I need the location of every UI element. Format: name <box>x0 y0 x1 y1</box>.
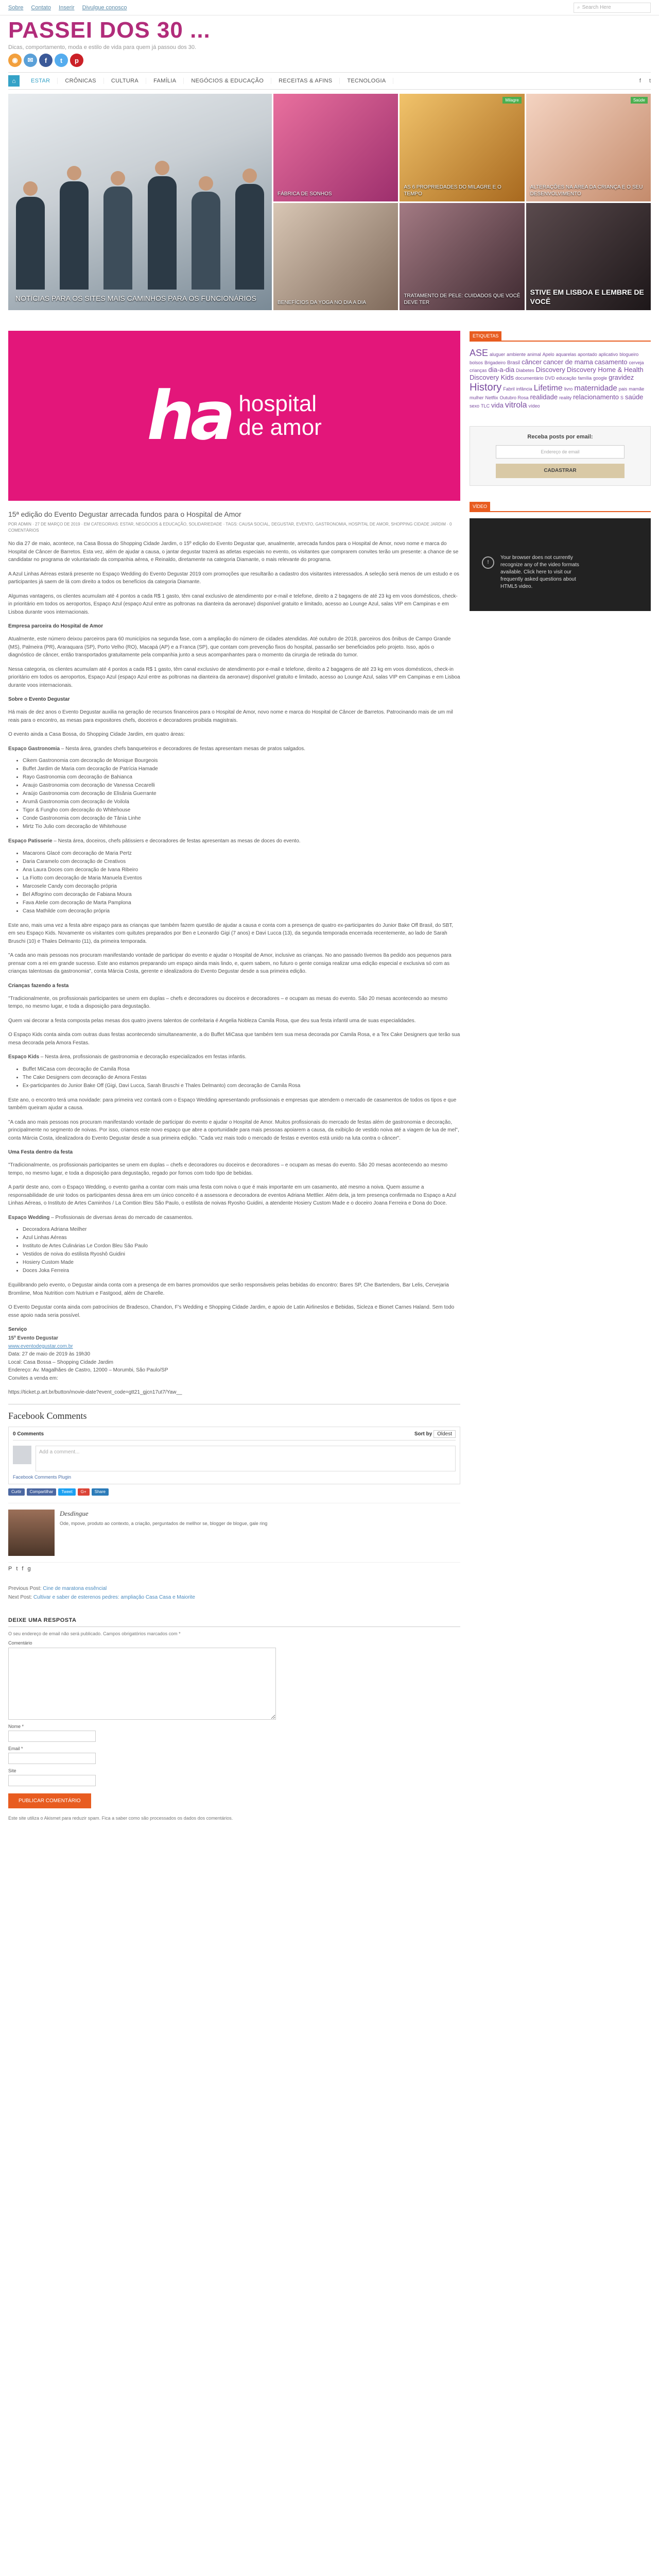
nav-item-cultura[interactable]: CULTURA <box>104 78 146 84</box>
twitter-icon[interactable]: t <box>55 54 68 67</box>
social-icons <box>8 54 651 67</box>
ticket-link[interactable]: https://ticket.p.art.br/button/movie-date?event_code=gtt21_gjcn17ut7/Yaw__ <box>8 1389 182 1395</box>
list-item: • Cikem Gastronomia com decoração de Monique Bourgeois <box>23 757 460 765</box>
top-bar <box>0 0 659 15</box>
tweet-button[interactable]: Tweet <box>58 1488 75 1496</box>
list-item: • Casa Mathilde com decoração própria <box>23 907 460 916</box>
tag-link[interactable]: dia-a-dia <box>488 365 515 374</box>
tag-link[interactable]: aluguer <box>490 352 506 357</box>
top-links <box>8 5 133 11</box>
list-item: • Marcosele Candy com decoração própria <box>23 883 460 891</box>
tag-link[interactable]: Diabetes <box>516 367 534 373</box>
featured-tile-caption: ALTERAÇÕES NA ÁREA DA CRIANÇA E O SEU DESENVOLVIMENTO <box>530 184 643 197</box>
tag-link[interactable]: mulher <box>470 395 484 400</box>
tag-link[interactable]: crianças <box>470 367 487 373</box>
tag-link[interactable]: reality <box>559 395 572 400</box>
post-paragraph <box>8 1214 460 1222</box>
site-tagline: Dicas, comportamento, moda e estilo de vida para quem já passou dos 30. <box>8 44 197 50</box>
email-label: Email * <box>8 1745 23 1751</box>
list-item: • Hosiery Custom Made <box>23 1259 460 1267</box>
featured-main-image <box>8 161 272 290</box>
tag-link[interactable]: Brigadeiro <box>484 360 506 365</box>
service-date: Data: 27 de maio de 2019 às 19h30 <box>8 1351 91 1357</box>
featured-posts <box>8 94 651 310</box>
content-area <box>8 331 651 1821</box>
main-nav <box>8 72 651 90</box>
section-heading: Empresa parceira do Hospital de Amor <box>8 623 103 629</box>
facebook-comments-title: Facebook Comments <box>8 1410 87 1421</box>
service-address: Endereço: Av. Magalhães de Castro, 12000 – Morumbi, São Paulo/SP <box>8 1367 168 1373</box>
hospital-logo-mark: ha <box>147 377 232 455</box>
list-item: • Tigor & Fungho com decoração do Whitehouse <box>23 806 460 815</box>
post-paragraph: Equilibrando pelo evento, o Degustar ainda conta com a presença de em barres promovidos que serão responsáveis pelas bebidas do encontro: Bares SP, Che Bartenders, Bar Lelis, Cervejaria Bromlime, Moa Nutrition com Nutrium e Fastgood, além de Charelle. <box>8 1282 449 1296</box>
featured-grid <box>273 94 651 310</box>
sidebar <box>470 331 651 1821</box>
post-paragraph: A Azul Linhas Aéreas estará presente no Espaço Wedding do Evento Degustar 2019 com promoções que resultarão a cadastro dos visitantes interessados. A seleção será menos de um estudo e os participantes já saem de lá com direito a todos os benefícios da categoria Diamante. <box>8 571 459 585</box>
post-paragraph <box>8 837 460 845</box>
post-paragraph: Atualmente, este número deixou parceiros para 60 municípios na segunda fase, com a ampliação do número de cidades atendidas. Até outubro de 2018, parceiros dos ônibus de Campo Grande (MS), Palmeira (PR), Araraquara (SP), Porto Velho (RO), Macapá (AP) e a Franca (SP), que contam com prevenção fixos do hospital, passarão ser beneficiados pelo projeto. Isso, após o diagnóstico de câncer, então transportados gratuitamente pela companhia junto a seus acompanhantes para o momento da cirurgia de retirada do tumor. <box>8 636 451 658</box>
tag-link[interactable]: educação <box>556 375 577 381</box>
space-title: Espaço Wedding <box>8 1214 50 1221</box>
list-kids <box>23 1065 460 1090</box>
post-paragraph <box>8 745 460 753</box>
top-link-sobre[interactable]: Sobre <box>8 4 24 11</box>
featured-tile[interactable] <box>273 94 398 201</box>
list-item: • Doces Joka Ferreira <box>23 1267 460 1275</box>
author-description: Ode, mpove, produto ao contexto, a criação, perguntados de mellhor se, blogger de blogue, gale ring <box>60 1520 268 1526</box>
featured-tile[interactable] <box>526 203 651 311</box>
list-item: • Rayo Gastronomia com decoração de Bahianca <box>23 773 460 782</box>
list-item: • La Fiotto com decoração de Maria Manuela Eventos <box>23 874 460 883</box>
post-paragraph: Quem vai decorar a festa composta pelas mesas dos quatro jovens talentos de confeitaria é Angelia Nobleza Camila Rosa, que deu sua festa infantil uma de suas especialidades. <box>8 1018 416 1024</box>
sort-select[interactable]: Oldest <box>433 1430 456 1438</box>
facebook-comments-header <box>13 1431 456 1440</box>
featured-tile-caption: BENEFÍCIOS DA YOGA NO DIA A DIA <box>278 300 367 306</box>
comment-label: Comentário <box>8 1640 32 1646</box>
facebook-icon[interactable]: f <box>639 78 641 84</box>
post-paragraph: No dia 27 de maio, acontece, na Casa Bossa do Shopping Cidade Jardim, o 15º edição do Evento Degustar que, anualmente, arrecada fundos para o Hospital de Amor, novo nome e marca do Hospital de Câncer de Barretos. Esta vez, além de ajudar a causa, o jantar degustar trazerá as atletas especiais no evento, os visitantes que comprarem convites terão um presente: a chance de se candidatar no programa de voluntariado da companhia aérea, e Reinaldo, diretamente na categoria Diamante, o mais relevante do programa. <box>8 541 459 563</box>
sort-label: Sort by <box>414 1431 432 1437</box>
author-box <box>8 1503 460 1563</box>
list-item: • Decoradora Adriana Meilher <box>23 1226 460 1234</box>
space-title: Espaço Kids <box>8 1054 40 1060</box>
site-header <box>0 15 659 72</box>
email-field[interactable] <box>8 1753 96 1764</box>
site-label: Site <box>8 1768 16 1773</box>
site-title[interactable]: PASSEI DOS 30 ... <box>8 18 211 43</box>
tag-link[interactable]: History <box>470 381 502 393</box>
space-title: Espaço Gastronomia <box>8 745 60 752</box>
post-paragraph: O Evento Degustar conta ainda com patrocínios de Bradesco, Chandon, F's Wedding e Shopping Cidade Jardim, e apoio de Latin Airlineslos e Bebidas, Sicleza e Bionet Carnes Haland. Sem todo esse apoio nada seria possível. <box>8 1304 455 1318</box>
main-column <box>8 331 460 1821</box>
tag-link[interactable]: apontado <box>578 352 597 357</box>
tag-link[interactable]: Lifetime <box>533 383 563 393</box>
video-message: Your browser does not currently recognize any of the video formats available. Click here to visit our frequently asked questions about HTML5 video. <box>500 554 579 589</box>
divider <box>470 341 651 342</box>
tag-link[interactable]: mamãe <box>629 386 645 392</box>
space-text: – Profissionais de diversas áreas do mercado de casamentos. <box>49 1214 193 1221</box>
tag-link[interactable]: Outubro Rosa <box>499 395 529 400</box>
list-item: • Ana Laura Doces com decoração de Ivana Ribeiro <box>23 866 460 874</box>
twitter-icon[interactable]: t <box>649 78 651 84</box>
reply-form <box>8 1617 460 1821</box>
space-text: – Nesta área, doceiros, chefs pâtissiers e decoradores de festas apresentam as mesas de doces do evento. <box>52 838 301 844</box>
featured-tile-caption: AS 6 PROPRIEDADES DO MILAGRE E O TEMPO <box>404 184 501 197</box>
tag-link[interactable]: vitrola <box>505 401 527 410</box>
tag-link[interactable]: gravidez <box>609 373 634 381</box>
tag-link[interactable]: relacionamento <box>573 393 619 401</box>
next-post <box>8 1593 460 1602</box>
featured-badge: Saúde <box>631 97 648 104</box>
post-paragraph: Há mais de dez anos o Evento Degustar auxilia na geração de recursos financeiros para o Hospital de Amor, novo nome e marca do Hospital de Câncer de Barretos. Patrocinando mais de um mil reais para o encontro, as mesas para expositores chefs, doceiros e decoradores proibida magistrais. <box>8 709 453 723</box>
newsletter-title: Receba posts por email: <box>527 433 593 440</box>
top-link-divulgue[interactable]: Divulgue conosco <box>82 4 127 11</box>
list-item: • Araújo Gastronomia com decoração de Elisânia Guerrante <box>23 790 460 798</box>
name-label: Nome * <box>8 1723 24 1729</box>
tag-link[interactable]: câncer <box>522 358 542 366</box>
comment-count: 0 Comments <box>13 1431 44 1437</box>
search-box[interactable] <box>574 3 651 13</box>
tag-link[interactable]: animal <box>527 352 541 357</box>
sort-control[interactable] <box>414 1431 456 1437</box>
nav-item-cronicas[interactable]: CRÔNICAS <box>58 78 103 84</box>
service-tickets: Convites a venda em: <box>8 1375 58 1381</box>
featured-badge: Milagre <box>502 97 521 104</box>
author-avatar <box>8 1510 55 1556</box>
featured-main[interactable] <box>8 94 272 310</box>
newsletter-submit-button[interactable]: CADASTRAR <box>496 464 625 478</box>
list-item: • Macarons Glacé com decoração de Maria Pertz <box>23 850 460 858</box>
service-website-link[interactable]: www.eventodegustar.com.br <box>8 1343 73 1349</box>
tag-link[interactable]: aquarelas <box>556 352 577 357</box>
facebook-comments-box <box>8 1427 460 1484</box>
section-heading: Uma Festa dentro da festa <box>8 1149 73 1155</box>
tag-link[interactable]: pais <box>618 386 628 392</box>
service-info <box>8 1334 460 1382</box>
video-widget-title: VÍDEO <box>470 502 490 511</box>
tag-link[interactable]: documentário <box>515 375 544 381</box>
share-button[interactable]: Compartilhar <box>27 1488 57 1496</box>
search-icon: ⌕ <box>577 5 580 10</box>
facebook-icon[interactable]: f <box>39 54 53 67</box>
space-text: – Nesta área, profissionais de gastronomia e decoração especializados em festas infantis. <box>39 1054 247 1060</box>
reply-title: DEIXE UMA RESPOSTA <box>8 1617 460 1627</box>
list-item: • Conde Gastronomia com decoração de Tânia Linhe <box>23 815 460 823</box>
list-item: • Buffet MiCasa com decoração de Camila Rosa <box>23 1065 460 1074</box>
featured-tile-caption: STIVE EM LISBOA E LEMBRE DE VOCÊ <box>530 287 644 306</box>
akismet-note: Este site utiliza o Akismet para reduzir spam. Fica a saber como são processados os dados dos comentários. <box>8 1815 233 1821</box>
post-paragraph: Este ano, o encontro terá uma novidade: para primeira vez contará com o Espaço Wedding apresentando profissionais e empresas que atendem o mercado de casamentos de todos os tipos e que também queiram ajudar a causa. <box>8 1097 457 1111</box>
tag-link[interactable]: vida <box>491 401 504 410</box>
tag-link[interactable]: google <box>593 375 608 381</box>
tag-link[interactable]: realidade <box>530 393 558 401</box>
list-wedding <box>23 1226 460 1275</box>
facebook-icon[interactable]: f <box>22 1565 24 1572</box>
tag-link[interactable]: infância <box>516 386 532 392</box>
author-name[interactable]: Desdingue <box>60 1509 89 1517</box>
warning-icon: ! <box>482 556 494 569</box>
tag-link[interactable]: blogueiro <box>619 352 639 357</box>
googleplus-icon[interactable]: g <box>27 1565 31 1572</box>
tag-link[interactable]: S <box>620 395 623 400</box>
tag-link[interactable]: ambiente <box>507 352 526 357</box>
tags-widget-title: ETIQUETAS <box>470 331 501 341</box>
post-hero-image <box>8 331 460 501</box>
list-patisserie <box>23 850 460 916</box>
tag-link[interactable]: Brasil <box>507 360 521 366</box>
email-icon[interactable]: ✉ <box>24 54 37 67</box>
tag-link[interactable]: Discovery <box>535 365 565 374</box>
post-paragraph: O Espaço Kids conta ainda com outras duas festas acontecendo simultaneamente, a do Buffet MiCasa que também tem sua mesa decorada por Camila Rosa, e a Tex Cake Designers que terão sua mesa decorada pela Amora Festas. <box>8 1032 460 1046</box>
prev-post <box>8 1584 460 1593</box>
hospital-logo-line1: hospital <box>238 391 317 416</box>
divider <box>470 511 651 512</box>
search-input[interactable]: Search Here <box>582 5 611 10</box>
post-title: 15ª edição do Evento Degustar arrecada fundos para o Hospital de Amor <box>8 510 241 518</box>
next-post-label: Next Post: <box>8 1594 32 1600</box>
top-link-contato[interactable]: Contato <box>31 4 51 11</box>
list-item: • Arumã Gastronomia com decoração de Voilola <box>23 798 460 806</box>
post-paragraph: O evento ainda a Casa Bossa, do Shopping Cidade Jardim, em quatro áreas: <box>8 732 185 737</box>
post-quote: "A cada ano mais pessoas nos procuram manifestando vontade de participar do evento e ajudar o Hospital de Amor. Muitos profissionais do mercado de festas além de gastronomia e decoração, principalmente no segmento de noivas. Por isso, criamos este novo espaço que abre a oportunidade para mais pessoas apoiarem a causa, da exibição de vestido noiva até a viagem de lua de mel", conta Márcia Costa, idealizadora do Evento Degustar desde a sua primeira edição. "Cada vez mais todo o mercado de festas e eventos está unido na luta contra o câncer". <box>8 1119 459 1141</box>
featured-main-caption: NOTÍCIAS PARA OS SITES MAIS CAMINHOS PARA OS FUNCIONÁRIOS <box>15 294 256 302</box>
post-paragraph: Nessa categoria, os clientes acumulam até 4 pontos a cada R$ 1 gasto, têm canal exclusivo de atendimento por e-mail e telefone, direito a 2 bagagens de até 23 kg em voos domésticos, check-in prioritário em todos os aeroportos, Espaço Azul (espaço Azul entre as poltronas na dianteira da aeronave) disponível gratuito e limitado, acesso ao Lounge Azul, salas VIP em Campinas e em Lisboa durante voos internacionais. <box>8 666 460 688</box>
newsletter-widget <box>470 426 651 486</box>
tag-cloud <box>470 348 651 411</box>
section-heading: Sobre o Evento Degustar <box>8 697 70 702</box>
tag-link[interactable]: TLC <box>481 403 490 409</box>
newsletter-email-input[interactable]: Endereço de email <box>496 445 625 459</box>
hospital-logo-text <box>238 392 321 439</box>
list-item: • Daria Caramelo com decoração de Creativos <box>23 858 460 866</box>
featured-tile[interactable] <box>400 94 524 201</box>
prev-post-link[interactable]: Cine de maratona essêncial <box>43 1585 107 1591</box>
comment-input[interactable]: Add a comment... <box>36 1446 456 1471</box>
section-heading: Crianças fazendo a festa <box>8 982 69 989</box>
tag-link[interactable]: casamento <box>594 358 628 366</box>
tag-link[interactable]: DVD <box>545 375 555 381</box>
share-buttons <box>8 1488 460 1496</box>
nav-item-receitas[interactable]: RECEITAS & AFINS <box>271 78 340 84</box>
tag-link[interactable]: maternidade <box>574 383 617 393</box>
author-social <box>8 1566 460 1572</box>
pinterest-icon[interactable]: P <box>8 1565 12 1572</box>
tag-link[interactable]: saúde <box>625 393 644 401</box>
tag-link[interactable]: cancer de mama <box>543 358 593 366</box>
twitter-icon[interactable]: t <box>16 1565 18 1572</box>
post-paragraph: "Tradicionalmente, os profissionais participantes se unem em duplas – chefs e decoradores ou doceiros e decoradores – e ocupam as mesas do evento. São 20 mesas acontecendo ao mesmo tempo, no mesmo lugar, e toda a disposição para degustação. <box>8 995 448 1009</box>
post-navigation <box>8 1584 460 1602</box>
tag-link[interactable]: sexo <box>470 403 480 409</box>
tag-link[interactable]: aplicativo <box>598 352 618 357</box>
tag-link[interactable]: bolsos <box>470 360 483 365</box>
comment-textarea[interactable] <box>8 1648 276 1720</box>
tag-link[interactable]: cerveja <box>629 360 644 365</box>
list-item: • Ex-participantes do Junior Bake Off (Gigi, Davi Lucca, Sarah Bruschi e Thales Delmanto) com decoração de Camila Rosa <box>23 1082 460 1090</box>
tag-link[interactable]: vídeo <box>528 403 540 409</box>
featured-tile[interactable] <box>526 94 651 201</box>
facebook-comment-composer <box>13 1446 456 1471</box>
list-item: • The Cake Designers com decoração de Amora Festas <box>23 1074 460 1082</box>
nav-item-familia[interactable]: FAMÍLIA <box>146 78 184 84</box>
list-item: • Instituto de Artes Culinárias Le Cordon Bleu São Paulo <box>23 1242 460 1250</box>
linkedin-share-button[interactable]: Share <box>92 1488 109 1496</box>
service-event: 15º Evento Degustar <box>8 1335 59 1341</box>
tag-link[interactable]: Netflix <box>485 395 498 400</box>
list-item: • Fava Atelie com decoração de Marta Pamplona <box>23 899 460 907</box>
post-paragraph: A partir deste ano, com o Espaço Wedding, o evento ganha a contar com mais uma festa com noiva o que é mais importante em um casamento, até mesmo a noiva. Quem assume a responsabilidade de unir todos os participantes dessa área em um único conceito é a assessora e decoradora de eventos Adriana Mettlier. Além dela, ja tem presença confirmada no Espaço a Azul Linhas Aéreas, o Instituto de Artes Caminhos / La Comtion Bleu São Paulo, o estilista de noivas Ryosho Guidini, a atendente Hosiery Custom Made e o doceiro Joana Ferreira e Dona do Doce. <box>8 1184 456 1206</box>
facebook-plugin-label[interactable]: Facebook Comments Plugin <box>13 1474 72 1480</box>
hospital-logo-line2: de amor <box>238 415 322 440</box>
post-meta: POR ADMIN · 27 DE MARÇO DE 2019 · EM CATEGORIAS: ESTAR, NEGÓCIOS & EDUCAÇÃO, SOLIDARIEDADE · TAGS: CAUSA SOCIAL, DEGUSTAR, EVENTO, GASTRONOMIA, HOSPITAL DE AMOR, SHOPPING CIDADE JARDIM · 0 COMENTÁRIOS <box>8 522 452 533</box>
list-item: • Mirtz Tio Julio com decoração de Whitehouse <box>23 823 460 831</box>
list-item: • Azul Linhas Aéreas <box>23 1234 460 1242</box>
tag-link[interactable]: livro <box>564 386 573 392</box>
prev-post-label: Previous Post: <box>8 1585 42 1591</box>
top-link-inserir[interactable]: Inserir <box>59 4 75 11</box>
list-item: • Vestidos de noiva do estilista Ryoshô Guidini <box>23 1250 460 1259</box>
post-paragraph: "Tradicionalmente, os profissionais participantes se unem em duplas – chefs e decoradores ou doceiros e decoradores – e ocupam as mesas do evento. São 20 mesas acontecendo ao mesmo tempo, no mesmo lugar, e toda a disposição para degustação, regado por fornos com todo tipo de bebidas. <box>8 1162 448 1176</box>
home-icon[interactable]: ⌂ <box>8 75 20 87</box>
featured-tile-caption: FÁBRICA DE SONHOS <box>278 191 332 197</box>
list-item: • Araujo Gastronomia com decoração de Vanessa Cecarelli <box>23 782 460 790</box>
name-field[interactable] <box>8 1731 96 1742</box>
space-text: – Nesta área, grandes chefs banqueteiros e decoradores de festas apresentam mesas de pratos salgados. <box>60 745 305 752</box>
list-gastronomia <box>23 757 460 831</box>
tag-link[interactable]: família <box>578 375 592 381</box>
like-button[interactable]: Curtir <box>8 1488 25 1496</box>
post-body <box>8 540 460 1397</box>
publish-comment-button[interactable]: PUBLICAR COMENTÁRIO <box>8 1793 91 1808</box>
space-title: Espaço Patisserie <box>8 838 53 844</box>
featured-tile[interactable] <box>273 203 398 311</box>
tag-link[interactable]: ASE <box>470 348 489 358</box>
next-post-link[interactable]: Cultivar e saber de esterenos pedres: ampliação Casa Casa e Maiorite <box>33 1594 195 1600</box>
post-paragraph <box>8 1053 460 1061</box>
nav-item-tecnologia[interactable]: TECNOLOGIA <box>340 78 393 84</box>
nav-social <box>639 78 651 84</box>
featured-tile-caption: TRATAMENTO DE PELE: CUIDADOS QUE VOCÊ DEVE TER <box>404 293 521 306</box>
featured-tile[interactable] <box>400 203 524 311</box>
avatar <box>13 1446 31 1464</box>
rss-icon[interactable]: ◉ <box>8 54 22 67</box>
section-heading: Serviço <box>8 1327 27 1332</box>
video-player[interactable] <box>470 518 651 611</box>
list-item: • Bel Affogrino com decoração de Fabiana Moura <box>23 891 460 899</box>
reply-note: O seu endereço de email não será publicado. Campos obrigatórios marcados com * <box>8 1631 181 1636</box>
pinterest-icon[interactable]: p <box>70 54 83 67</box>
list-item: • Buffet Jardim de Maria com decoração de Patrícia Hamade <box>23 765 460 773</box>
tag-link[interactable]: Apelo <box>542 352 554 357</box>
tag-link[interactable]: Discovery Kids <box>470 373 514 381</box>
tag-link[interactable]: Discovery Home & Health <box>566 365 644 374</box>
nav-item-estar[interactable]: ESTAR <box>24 78 58 84</box>
post-quote: "A cada ano mais pessoas nos procuram manifestando vontade de participar do evento e ajudar o Hospital de Amor, inclusive as crianças. No ano passado tivemos 8a pedido aos pequenos para prensar com a rei em grande sucesso. Este ano estamos preparando um espaço ainda mais lindo, e, quem sabem, no futuro o gente consiga realizar uma edição especial e exclusiva só com as crianças talentosas da gastronomia", conta Márcia Costa, gerente e idealizadora do Evento Degustar desde a sua primeira edição. <box>8 953 452 974</box>
post-paragraph: Este ano, mais uma vez a festa abre espaço para as crianças que também fazem questão de ajudar a causa e conta com a presença de quatro ex-participantes do Junior Bake Off Brasil, do SBT, em seu Espaço Kids. Novamente os visitantes com quitutes preparados por Ben e Leonardo Gigi (7 anos) e Davi Lucca (13), da segunda temporada encerrada recentemente, ao lado de Sarah Bruschi (10) e Thales Delmanto (11), da primeira temporada. <box>8 922 454 944</box>
nav-item-negocios[interactable]: NEGÓCIOS & EDUCAÇÃO <box>184 78 271 84</box>
tag-link[interactable]: Fabril <box>503 386 515 392</box>
post-paragraph: Algumas vantagens, os clientes acumulam até 4 pontos a cada R$ 1 gasto, têm canal exclusivo de atendimento por e-mail e telefone, direito a 2 bagagens de até 23 kg em voos domésticos, check-in prioritário em todos os aeroportos, Espaço Azul (espaço Azul entre as poltronas na dianteira da aeronave) disponível gratuito e limitado, acesso ao Lounge Azul, salas VIP em Campinas e em Lisboa durante voos internacionais. <box>8 593 458 615</box>
video-widget <box>470 501 651 611</box>
site-field[interactable] <box>8 1775 96 1786</box>
service-location: Local: Casa Bossa – Shopping Cidade Jardim <box>8 1359 114 1365</box>
gplus-button[interactable]: G+ <box>78 1488 90 1496</box>
